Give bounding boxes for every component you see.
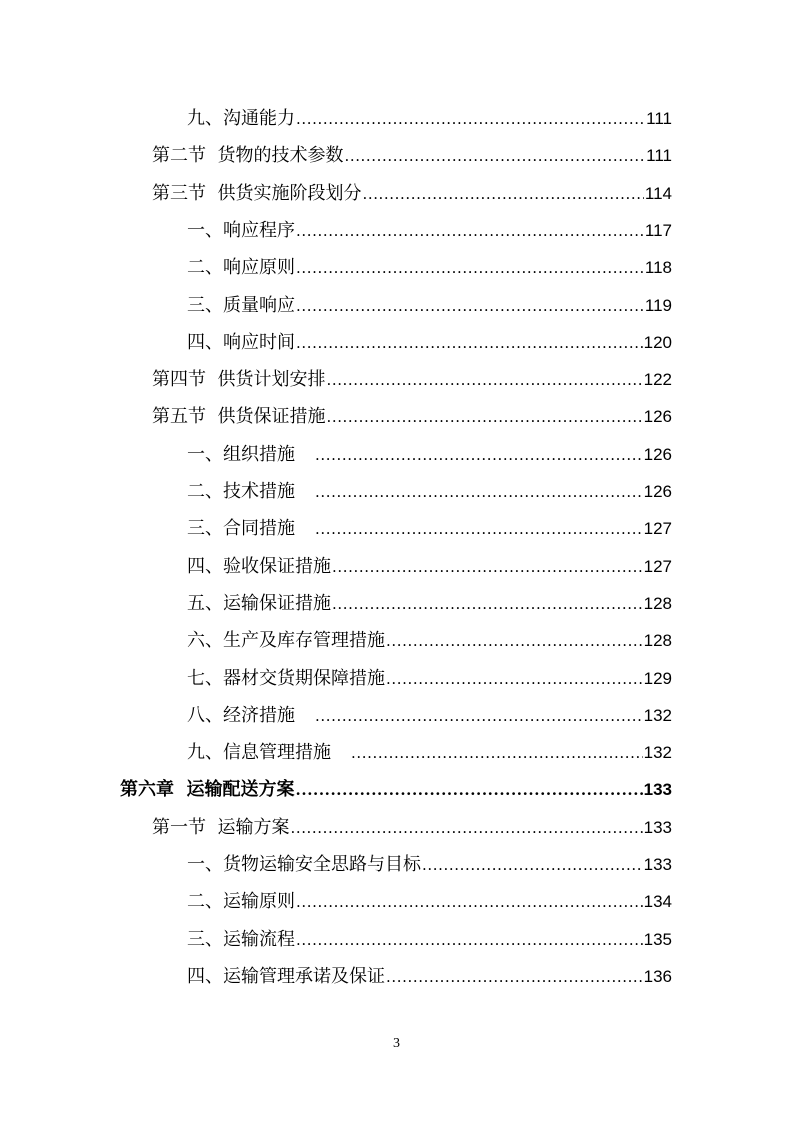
- toc-entry-title: 三、质量响应: [187, 295, 295, 316]
- toc-page-number: 126: [643, 482, 672, 501]
- toc-subsection-entry[interactable]: [187, 927, 672, 953]
- toc-page-number: 132: [643, 706, 672, 725]
- toc-dot-leader: [326, 370, 642, 390]
- toc-subsection-entry[interactable]: [187, 516, 672, 542]
- toc-entry-title: 第一节 运输方案: [152, 817, 290, 838]
- toc-entry-title: 四、响应时间: [187, 332, 295, 353]
- toc-subsection-entry[interactable]: [187, 442, 672, 468]
- toc-dot-leader: [296, 892, 643, 912]
- toc-page-number: 111: [646, 109, 672, 128]
- toc-dot-leader: [290, 818, 642, 838]
- toc-page-number: 134: [643, 892, 672, 911]
- toc-entry-title: 四、验收保证措施: [187, 556, 331, 577]
- toc-entry-title: 六、生产及库存管理措施: [187, 630, 385, 651]
- toc-entry-title: 第五节 供货保证措施: [152, 406, 326, 427]
- toc-subsection-entry[interactable]: [187, 703, 672, 729]
- toc-subsection-entry[interactable]: [187, 964, 672, 990]
- toc-dot-leader: [326, 407, 642, 427]
- toc-page-number: 126: [643, 407, 672, 426]
- toc-page-number: 117: [644, 221, 672, 240]
- toc-subsection-entry[interactable]: [187, 628, 672, 654]
- toc-section-entry[interactable]: [152, 181, 672, 207]
- toc-dot-leader: [386, 631, 643, 651]
- toc-page-number: 127: [643, 557, 672, 576]
- toc-subsection-entry[interactable]: [187, 852, 672, 878]
- toc-entry-title: 一、组织措施: [187, 444, 295, 465]
- toc-page-number: 136: [643, 967, 672, 986]
- toc-page-number: 133: [643, 855, 672, 874]
- toc-page-number: 126: [643, 445, 672, 464]
- toc-entry-title: 二、技术措施: [187, 481, 295, 502]
- toc-subsection-entry[interactable]: [187, 255, 672, 281]
- toc-dot-leader: [332, 594, 643, 614]
- toc-entry-title: 二、响应原则: [187, 257, 295, 278]
- toc-page-number: 119: [644, 296, 672, 315]
- page-number: 3: [393, 1036, 400, 1051]
- toc-page-number: 135: [643, 930, 672, 949]
- toc-subsection-entry[interactable]: [187, 479, 672, 505]
- toc-entry-title: 四、运输管理承诺及保证: [187, 966, 385, 987]
- toc-entry-title: 八、经济措施: [187, 705, 295, 726]
- toc-entry-title: 七、器材交货期保障措施: [187, 668, 385, 689]
- toc-subsection-entry[interactable]: [187, 889, 672, 915]
- toc-dot-leader: [315, 482, 643, 502]
- toc-subsection-entry[interactable]: [187, 666, 672, 692]
- toc-entry-title: 第三节 供货实施阶段划分: [152, 183, 362, 204]
- toc-dot-leader: [296, 930, 643, 950]
- toc-subsection-entry[interactable]: [187, 330, 672, 356]
- toc-chapter-entry[interactable]: [120, 777, 672, 803]
- toc-page-number: 132: [643, 743, 672, 762]
- toc-entry-title: 九、沟通能力: [187, 108, 295, 129]
- toc-entry-title: 二、运输原则: [187, 891, 295, 912]
- toc-dot-leader: [315, 445, 643, 465]
- toc-page-number: 133: [643, 818, 672, 837]
- toc-entry-title: 五、运输保证措施: [187, 593, 331, 614]
- toc-dot-leader: [422, 855, 643, 875]
- toc-dot-leader: [362, 184, 643, 204]
- toc-dot-leader: [315, 519, 643, 539]
- toc-section-entry[interactable]: [152, 815, 672, 841]
- toc-subsection-entry[interactable]: [187, 591, 672, 617]
- toc-dot-leader: [344, 146, 645, 166]
- toc-section-entry[interactable]: [152, 143, 672, 169]
- toc-dot-leader: [386, 669, 643, 689]
- toc-dot-leader: [296, 221, 644, 241]
- toc-dot-leader: [296, 333, 643, 353]
- toc-dot-leader: [296, 258, 644, 278]
- toc-page-number: 128: [643, 594, 672, 613]
- toc-page-number: 118: [644, 258, 672, 277]
- toc-dot-leader: [296, 109, 645, 129]
- toc-entry-title: 一、响应程序: [187, 220, 295, 241]
- toc-subsection-entry[interactable]: [187, 740, 672, 766]
- toc-dot-leader: [315, 706, 643, 726]
- toc-subsection-entry[interactable]: [187, 106, 672, 132]
- toc-dot-leader: [386, 967, 643, 987]
- toc-dot-leader: [332, 557, 643, 577]
- toc-entry-title: 三、合同措施: [187, 518, 295, 539]
- toc-page-number: 114: [644, 184, 672, 203]
- toc-entry-title: 三、运输流程: [187, 929, 295, 950]
- toc-dot-leader: [296, 296, 644, 316]
- toc-dot-leader: [351, 743, 643, 763]
- toc-page-number: 120: [643, 333, 672, 352]
- toc-page-number: 111: [646, 146, 672, 165]
- toc-entry-title: 一、货物运输安全思路与目标: [187, 854, 421, 875]
- toc-page-number: 133: [643, 780, 672, 799]
- toc-subsection-entry[interactable]: [187, 293, 672, 319]
- toc-section-entry[interactable]: [152, 404, 672, 430]
- toc-entry-title: 第六章 运输配送方案: [120, 779, 295, 800]
- toc-entry-title: 第二节 货物的技术参数: [152, 145, 344, 166]
- toc-page-number: 128: [643, 631, 672, 650]
- toc-dot-leader: [296, 780, 643, 800]
- toc-entry-title: 第四节 供货计划安排: [152, 369, 326, 390]
- toc-subsection-entry[interactable]: [187, 554, 672, 580]
- toc-page-number: 122: [643, 370, 672, 389]
- toc-page-number: 127: [643, 519, 672, 538]
- toc-page-number: 129: [643, 669, 672, 688]
- toc-section-entry[interactable]: [152, 367, 672, 393]
- toc-subsection-entry[interactable]: [187, 218, 672, 244]
- toc-entry-title: 九、信息管理措施: [187, 742, 331, 763]
